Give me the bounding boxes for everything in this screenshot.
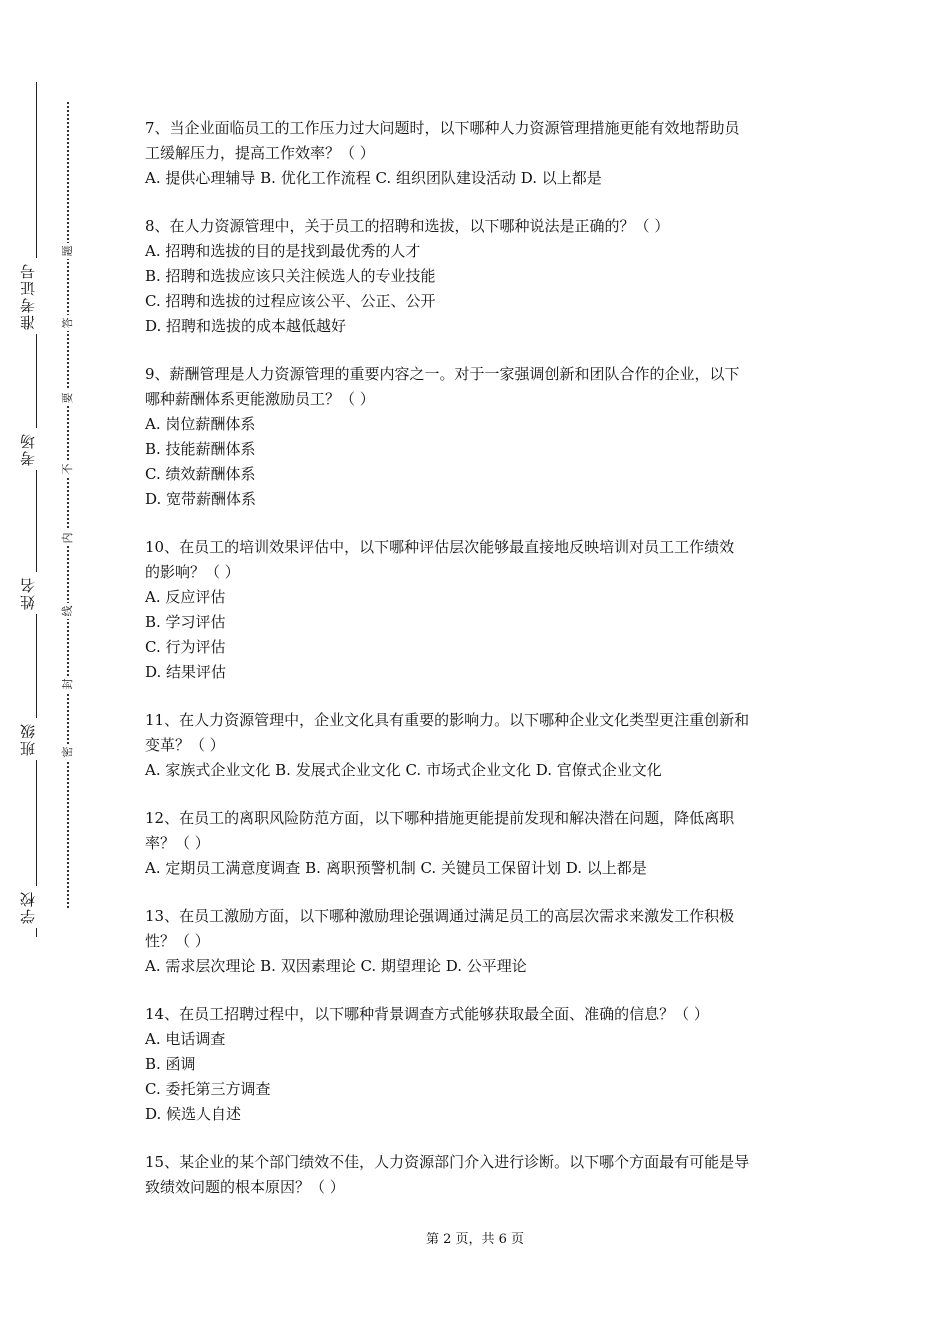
seal-char: 不	[60, 461, 76, 477]
option-a: A. 电话调查	[145, 1030, 226, 1048]
option-d: D. 候选人自述	[145, 1105, 242, 1123]
field-label-school: 学校	[20, 886, 52, 928]
seal-char: 线	[60, 603, 76, 619]
option-b: B. 技能薪酬体系	[145, 440, 256, 458]
field-label-exam-id: 准考证号	[20, 258, 52, 334]
question-options: A. 提供心理辅导 B. 优化工作流程 C. 组织团队建设活动 D. 以上都是	[145, 169, 602, 187]
question-stem: 14、在员工招聘过程中，以下哪种背景调查方式能够获取最全面、准确的信息？（ ）	[145, 1005, 709, 1023]
question-stem: 工缓解压力，提高工作效率？（ ）	[145, 144, 375, 162]
question-9	[145, 362, 815, 512]
margin-seal-line	[67, 102, 69, 908]
question-stem: 10、在员工的培训效果评估中，以下哪种评估层次能够最直接地反映培训对员工工作绩效	[145, 538, 735, 556]
field-label-class: 班级	[20, 718, 52, 760]
option-a: A. 岗位薪酬体系	[145, 415, 256, 433]
option-b: B. 函调	[145, 1055, 196, 1073]
option-d: D. 结果评估	[145, 663, 227, 681]
page-footer: 第 2 页，共 6 页	[425, 1232, 525, 1247]
question-stem: 15、某企业的某个部门绩效不佳，人力资源部门介入进行诊断。以下哪个方面最有可能是导	[145, 1153, 750, 1171]
question-stem: 哪种薪酬体系更能激励员工？（ ）	[145, 390, 375, 408]
option-d: D. 招聘和选拔的成本越低越好	[145, 317, 347, 335]
question-stem: 变革？（ ）	[145, 736, 225, 754]
seal-char: 密	[60, 744, 76, 760]
question-options: A. 定期员工满意度调查 B. 离职预警机制 C. 关键员工保留计划 D. 以上都是	[145, 859, 647, 877]
binding-margin	[0, 0, 110, 1344]
question-10	[145, 535, 815, 685]
question-options: A. 家族式企业文化 B. 发展式企业文化 C. 市场式企业文化 D. 官僚式企业文化	[145, 761, 662, 779]
option-c: C. 绩效薪酬体系	[145, 465, 256, 483]
question-stem: 率？（ ）	[145, 834, 210, 852]
question-15	[145, 1150, 815, 1200]
question-stem: 性？（ ）	[145, 932, 210, 950]
option-b: B. 学习评估	[145, 613, 226, 631]
seal-char: 封	[60, 676, 76, 692]
option-a: A. 招聘和选拔的目的是找到最优秀的人才	[145, 242, 421, 260]
margin-solid-line	[36, 82, 37, 937]
question-13	[145, 904, 815, 979]
option-b: B. 招聘和选拔应该只关注候选人的专业技能	[145, 267, 436, 285]
question-14	[145, 1002, 815, 1127]
question-12	[145, 806, 815, 881]
question-stem: 的影响？（ ）	[145, 563, 240, 581]
option-c: C. 行为评估	[145, 638, 226, 656]
question-7	[145, 116, 815, 191]
seal-char: 题	[60, 243, 76, 259]
option-c: C. 委托第三方调查	[145, 1080, 271, 1098]
seal-char: 要	[60, 390, 76, 406]
field-label-name: 姓名	[20, 572, 52, 614]
question-8	[145, 214, 815, 339]
question-stem: 12、在员工的离职风险防范方面，以下哪种措施更能提前发现和解决潜在问题，降低离职	[145, 809, 735, 827]
seal-char: 答	[60, 315, 76, 331]
question-stem: 致绩效问题的根本原因？（ ）	[145, 1178, 345, 1196]
question-stem: 7、当企业面临员工的工作压力过大问题时，以下哪种人力资源管理措施更能有效地帮助员	[145, 119, 740, 137]
question-stem: 11、在人力资源管理中，企业文化具有重要的影响力。以下哪种企业文化类型更注重创新和	[145, 711, 750, 729]
question-stem: 9、薪酬管理是人力资源管理的重要内容之一。对于一家强调创新和团队合作的企业，以下	[145, 365, 740, 383]
question-stem: 8、在人力资源管理中，关于员工的招聘和选拔，以下哪种说法是正确的？（ ）	[145, 217, 670, 235]
question-stem: 13、在员工激励方面，以下哪种激励理论强调通过满足员工的高层次需求来激发工作积极	[145, 907, 735, 925]
field-label-exam-room: 考场	[20, 428, 52, 470]
question-list	[145, 116, 815, 1223]
seal-char: 内	[60, 530, 76, 546]
question-options: A. 需求层次理论 B. 双因素理论 C. 期望理论 D. 公平理论	[145, 957, 527, 975]
question-11	[145, 708, 815, 783]
option-a: A. 反应评估	[145, 588, 226, 606]
option-c: C. 招聘和选拔的过程应该公平、公正、公开	[145, 292, 436, 310]
option-d: D. 宽带薪酬体系	[145, 490, 257, 508]
